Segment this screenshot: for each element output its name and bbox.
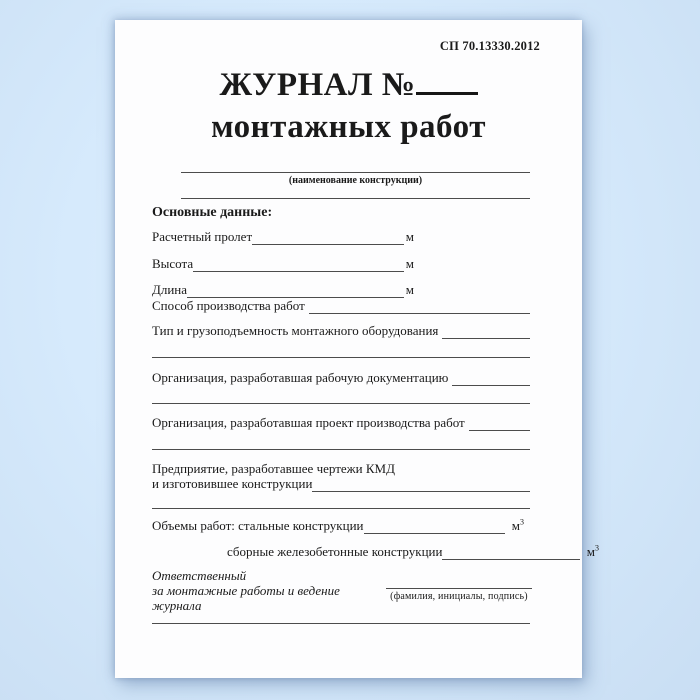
field-label: Расчетный пролет xyxy=(152,229,253,244)
journal-number-blank-line xyxy=(416,88,478,95)
blank-line xyxy=(193,267,404,272)
field-row-length xyxy=(152,282,414,298)
blank-line xyxy=(152,623,530,624)
section-heading: Основные данные: xyxy=(152,205,273,220)
field-row-height xyxy=(152,256,414,272)
blank-line xyxy=(442,555,579,560)
unit-base: м xyxy=(586,544,595,559)
responsible-label-line2: за монтажные работы и ведение журнала xyxy=(152,583,340,613)
blank-line xyxy=(452,381,530,386)
field-unit xyxy=(512,518,524,534)
standard-reference: СП 70.13330.2012 xyxy=(439,39,540,53)
field-label: и изготовившее конструкции xyxy=(152,476,313,491)
field-label: Объемы работ: стальные конструкции xyxy=(152,518,364,533)
field-row-span xyxy=(152,229,414,245)
blank-line xyxy=(152,357,530,358)
blank-line xyxy=(364,529,505,534)
responsible-label xyxy=(152,568,378,613)
unit-superscript: 3 xyxy=(520,517,524,527)
field-row-steel-volume xyxy=(152,518,524,534)
field-label: Длина xyxy=(152,282,188,297)
unit-superscript: 3 xyxy=(595,543,599,553)
blank-line xyxy=(442,334,530,339)
field-unit: м xyxy=(405,256,414,271)
field-row-enterprise xyxy=(152,461,530,492)
blank-line xyxy=(386,568,532,589)
journal-cover-page xyxy=(115,20,599,678)
blank-line xyxy=(152,508,530,509)
field-unit: м xyxy=(405,282,414,297)
field-row-concrete-volume xyxy=(152,544,599,560)
field-unit: м xyxy=(405,229,414,244)
field-label: Предприятие, разработавшее чертежи КМД xyxy=(152,461,395,476)
construction-name-caption: (наименование конструкции) xyxy=(288,175,423,186)
journal-title xyxy=(115,64,582,148)
blank-line xyxy=(309,309,530,314)
blank-line xyxy=(152,403,530,404)
unit-base: м xyxy=(511,518,520,533)
blank-line xyxy=(252,240,404,245)
signature-field xyxy=(386,568,532,602)
blank-line xyxy=(152,449,530,450)
construction-name-field xyxy=(181,172,530,199)
field-label: Высота xyxy=(152,256,194,271)
journal-title-line1 xyxy=(115,64,582,106)
field-row-equipment xyxy=(152,323,530,339)
blank-line xyxy=(312,487,530,492)
field-label: Организация, разработавшая проект производства работ xyxy=(152,415,465,430)
blank-line xyxy=(469,426,530,431)
responsible-label-line1: Ответственный xyxy=(152,568,247,583)
field-label: Тип и грузоподъемность монтажного оборудования xyxy=(152,323,439,338)
signature-caption: (фамилия, инициалы, подпись) xyxy=(390,591,528,602)
blank-line xyxy=(181,198,530,199)
field-row-design-org xyxy=(152,370,530,386)
journal-title-line2: монтажных работ xyxy=(211,109,486,145)
field-unit xyxy=(587,544,599,560)
journal-title-line1-text: ЖУРНАЛ № xyxy=(219,67,416,103)
field-label: сборные железобетонные конструкции xyxy=(227,544,443,559)
field-label: Организация, разработавшая рабочую документацию xyxy=(152,370,449,385)
field-row-work-project-org xyxy=(152,415,530,431)
field-label: Способ производства работ xyxy=(152,298,305,313)
field-row-work-method xyxy=(152,298,530,314)
responsible-person-block xyxy=(152,568,532,613)
